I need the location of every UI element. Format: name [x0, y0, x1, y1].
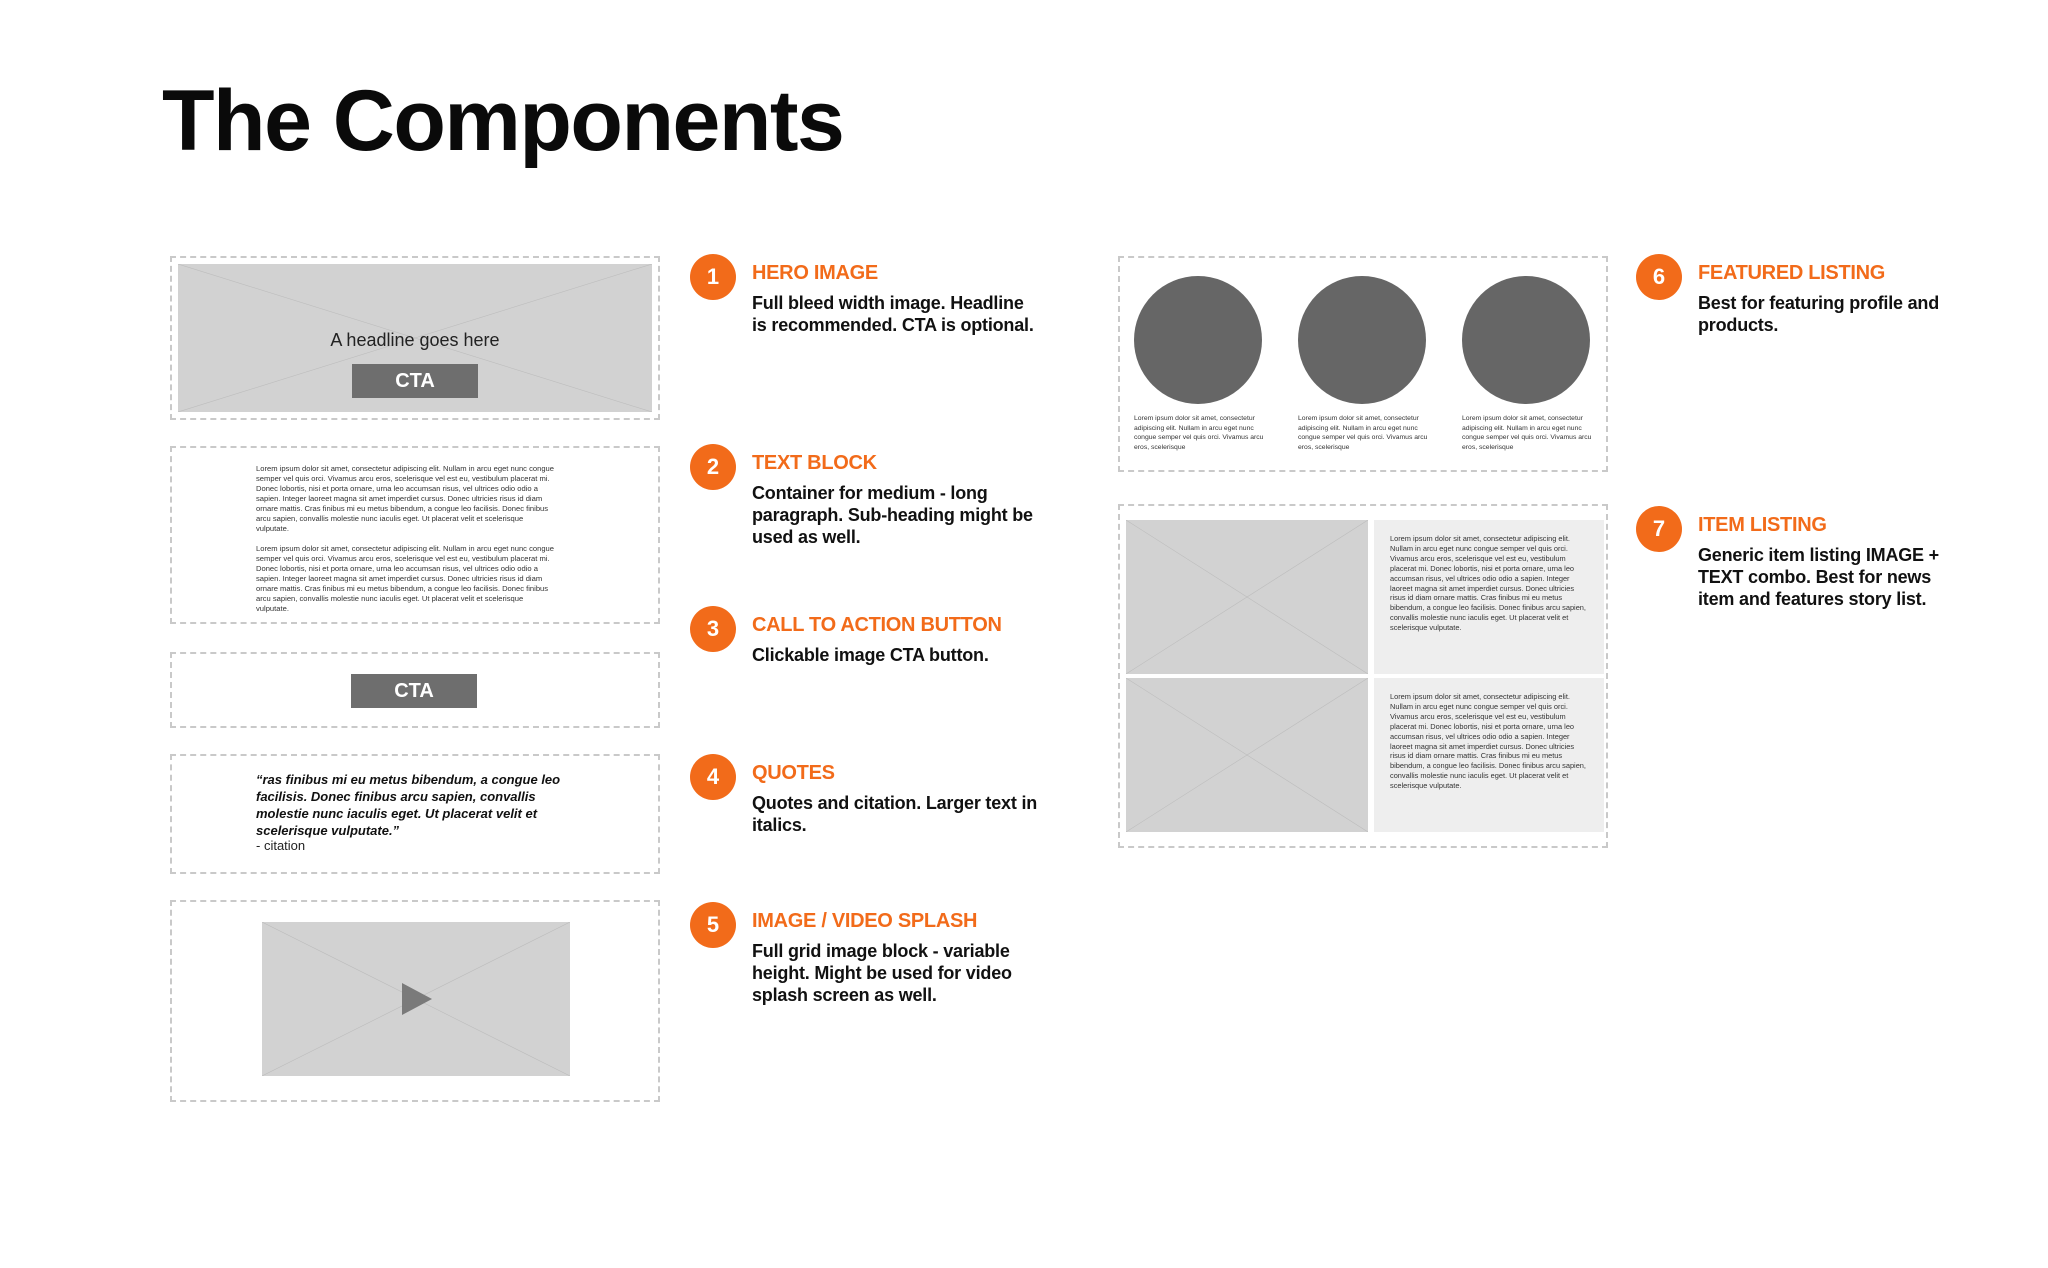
- number-badge: 2: [690, 444, 736, 490]
- number-badge: 3: [690, 606, 736, 652]
- component-heading: TEXT BLOCK: [752, 452, 877, 474]
- hero-headline: A headline goes here: [330, 330, 500, 350]
- item-text: Lorem ipsum dolor sit amet, consectetur adipiscing elit. Nullam in arcu eget nunc congue semper vel quis orci. Vivamus arcu eros, scelerisque vel est eu, vestibulum placerat mi. Donec lobortis, nisi et porta ornare, urna leo accumsan risus, vel ultrices odio odio a sapien. Integer laoreet magna sit amet imperdiet cursus. Donec ultricies risus id diam ornare mattis. Cras finibus mi eu metus bibendum, a congue leo facilisis. Donec finibus arcu sapien, convallis molestie nunc iaculis eget. Ut placerat velit et scelerisque vulputate.: [1390, 534, 1586, 633]
- component-heading: IMAGE / VIDEO SPLASH: [752, 910, 978, 932]
- text-block-paragraph-1: Lorem ipsum dolor sit amet, consectetur adipiscing elit. Nullam in arcu eget nunc congue semper vel quis orci. Vivamus arcu eros, scelerisque vel est eu, vestibulum placerat mi. Donec lobortis, nisi et porta ornare, urna leo accumsan risus, vel ultrices odio odio a sapien. Integer laoreet magna sit amet imperdiet cursus. Donec ultricies risus id diam ornare mattis. Cras finibus mi eu metus bibendum, a congue leo facilisis. Donec finibus arcu sapien, convallis molestie nunc iaculis eget. Ut placerat velit et scelerisque vulputate.: [256, 464, 554, 533]
- component-description: Quotes and citation. Larger text in italics.: [752, 793, 1038, 835]
- hero-cta-button[interactable]: CTA: [352, 364, 478, 398]
- featured-item-text: Lorem ipsum dolor sit amet, consectetur adipiscing elit. Nullam in arcu eget nunc congue semper vel quis orci. Vivamus arcu eros, scelerisque: [1134, 415, 1264, 451]
- hero-image-placeholder: [178, 264, 652, 412]
- cta-block: [170, 652, 660, 728]
- item-image-placeholder: [1126, 678, 1368, 832]
- hero-image-block: [170, 256, 660, 420]
- text-block-paragraph-2: Lorem ipsum dolor sit amet, consectetur adipiscing elit. Nullam in arcu eget nunc congue semper vel quis orci. Vivamus arcu eros, scelerisque vel est eu, vestibulum placerat mi. Donec lobortis, nisi et porta ornare, urna leo accumsan risus, vel ultrices odio odio a sapien. Integer laoreet magna sit amet imperdiet cursus. Donec ultricies risus id diam ornare mattis. Cras finibus mi eu metus bibendum, a congue leo facilisis. Donec finibus arcu sapien, convallis molestie nunc iaculis eget. Ut placerat velit et scelerisque vulputate.: [256, 544, 554, 613]
- item-text-panel: [1374, 520, 1604, 674]
- quote-block: [170, 754, 660, 874]
- number-badge: 6: [1636, 254, 1682, 300]
- quote-text: “ras finibus mi eu metus bibendum, a congue leo facilisis. Donec finibus arcu sapien, convallis molestie nunc iaculis eget. Ut placerat velit et scelerisque vulputate.”: [256, 772, 561, 838]
- featured-item-image: [1298, 276, 1426, 404]
- featured-item-text: Lorem ipsum dolor sit amet, consectetur adipiscing elit. Nullam in arcu eget nunc congue semper vel quis orci. Vivamus arcu eros, scelerisque: [1298, 415, 1428, 451]
- featured-item-text: Lorem ipsum dolor sit amet, consectetur adipiscing elit. Nullam in arcu eget nunc congue semper vel quis orci. Vivamus arcu eros, scelerisque: [1462, 415, 1592, 451]
- component-description: Full bleed width image. Headline is recommended. CTA is optional.: [752, 293, 1034, 335]
- page-title: The Components: [162, 73, 844, 169]
- component-description: Full grid image block - variable height. Might be used for video splash screen as well.: [752, 941, 1012, 1005]
- component-description: Container for medium - long paragraph. Sub-heading might be used as well.: [752, 483, 1033, 547]
- featured-item-image: [1462, 276, 1590, 404]
- quote-citation: - citation: [256, 838, 306, 853]
- component-description: Clickable image CTA button.: [752, 645, 989, 665]
- component-heading: ITEM LISTING: [1698, 514, 1827, 536]
- item-text: Lorem ipsum dolor sit amet, consectetur adipiscing elit. Nullam in arcu eget nunc congue semper vel quis orci. Vivamus arcu eros, scelerisque vel est eu, vestibulum placerat mi. Donec lobortis, nisi et porta ornare, urna leo accumsan risus, vel ultrices odio odio a sapien. Integer laoreet magna sit amet imperdiet cursus. Donec ultricies risus id diam ornare mattis. Cras finibus mi eu metus bibendum, a congue leo facilisis. Donec finibus arcu sapien, convallis molestie nunc iaculis eget. Ut placerat velit et scelerisque vulputate.: [1390, 692, 1586, 791]
- featured-listing-block: [1118, 256, 1608, 472]
- text-block: [170, 446, 660, 624]
- component-heading: CALL TO ACTION BUTTON: [752, 614, 1002, 636]
- component-heading: HERO IMAGE: [752, 262, 878, 284]
- item-text-panel: [1374, 678, 1604, 832]
- number-badge: 5: [690, 902, 736, 948]
- number-badge: 4: [690, 754, 736, 800]
- item-listing-block: [1118, 504, 1608, 848]
- cta-button[interactable]: CTA: [351, 674, 477, 708]
- placeholder-cross: [1126, 678, 1368, 832]
- component-description: Generic item listing IMAGE + TEXT combo. Best for news item and features story list.: [1698, 545, 1939, 609]
- featured-item-image: [1134, 276, 1262, 404]
- number-badge: 1: [690, 254, 736, 300]
- video-placeholder: [262, 922, 570, 1076]
- component-heading: QUOTES: [752, 762, 835, 784]
- placeholder-cross: [1126, 520, 1368, 674]
- component-heading: FEATURED LISTING: [1698, 262, 1886, 284]
- play-icon[interactable]: [402, 983, 432, 1015]
- item-image-placeholder: [1126, 520, 1368, 674]
- component-description: Best for featuring profile and products.: [1698, 293, 1940, 335]
- video-splash-block: [170, 900, 660, 1102]
- number-badge: 7: [1636, 506, 1682, 552]
